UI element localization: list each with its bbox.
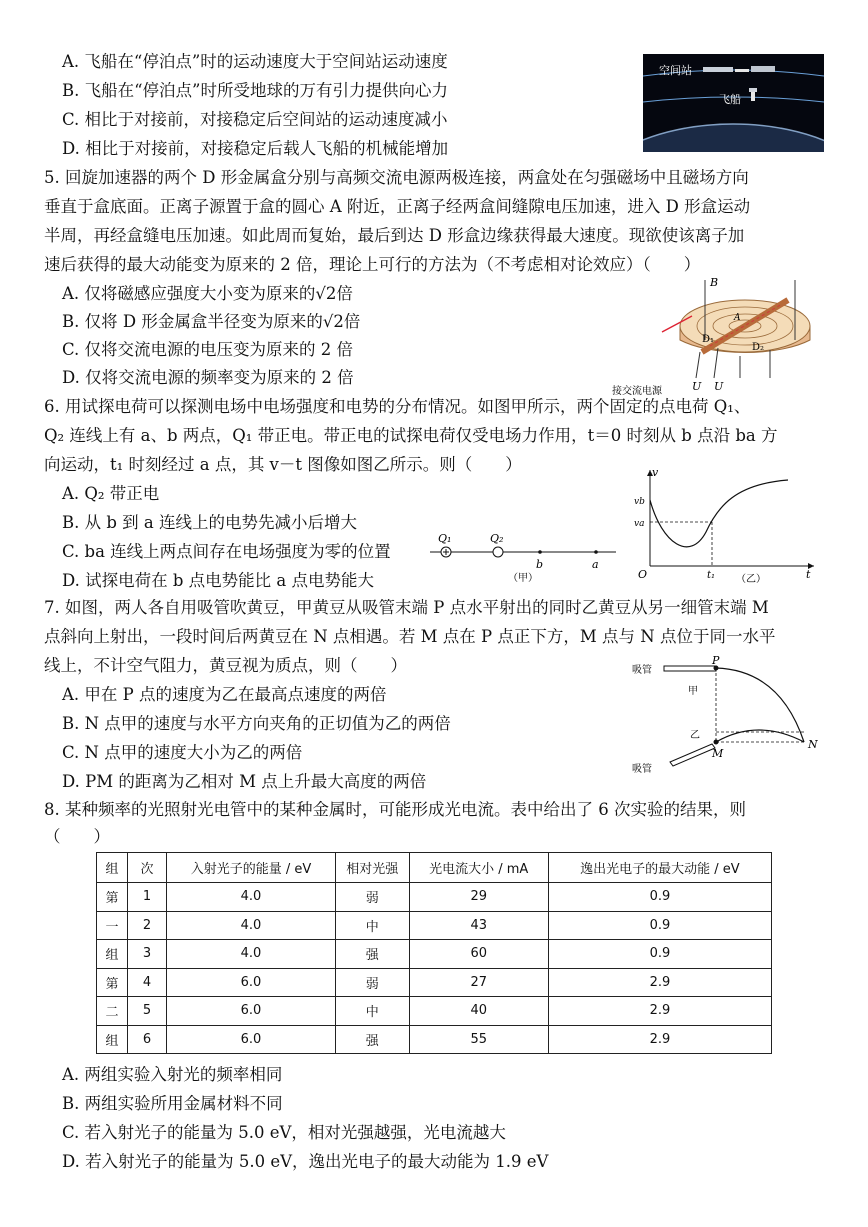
cell-trial: 2 (128, 911, 167, 940)
cell-energy: 6.0 (167, 968, 336, 997)
d2-label: D₂ (752, 342, 765, 353)
cell-current: 40 (409, 997, 548, 1026)
q2-label: Q₂ (490, 532, 504, 545)
yi-trajectory (716, 730, 804, 742)
header-max-ke: 逸出光电子的最大动能 / eV (548, 853, 771, 883)
q4-option-a: A. 飞船在“停泊点”时的运动速度大于空间站运动速度 (62, 52, 448, 71)
q8-option-c: C. 若入射光子的能量为 5.0 eV，相对光强越强，光电流越大 (62, 1123, 506, 1142)
u-label-left: U (692, 380, 702, 393)
cell-energy: 6.0 (167, 1025, 336, 1054)
table-row (97, 883, 772, 912)
jia-caption: （甲） (508, 573, 538, 584)
cell-current: 60 (409, 940, 548, 969)
group-char: 第 (97, 883, 128, 912)
q4-option-d: D. 相比于对接前，对接稳定后载人飞船的机械能增加 (62, 139, 449, 158)
q7-straw-figure (630, 654, 830, 774)
table-row (97, 997, 772, 1026)
yi-label: 乙 (690, 730, 700, 741)
v-t-curve (650, 480, 788, 547)
ac-source-label: 接交流电源 (612, 386, 662, 397)
q6-fig-jia (428, 524, 624, 586)
q6-fig-yi (628, 462, 824, 588)
group-char: 组 (97, 1025, 128, 1054)
group-char: 第 (97, 968, 128, 997)
cell-max-ke: 0.9 (548, 883, 771, 912)
bottom-straw-label: 吸管 (632, 764, 652, 774)
q6-option-c: C. ba 连线上两点间存在电场强度为零的位置 (62, 542, 391, 561)
q6-stem-line-2: Q₂ 连线上有 a、b 两点，Q₁ 带正电。带正电的试探电荷仅受电场力作用，t＝0 时刻从 b 点沿 ba 方 (44, 426, 778, 445)
header-intensity: 相对光强 (335, 853, 409, 883)
q6-option-a: A. Q₂ 带正电 (62, 484, 160, 503)
cyclotron-d-boxes (680, 300, 810, 353)
q1-label: Q₁ (438, 532, 452, 545)
table-header-row (97, 853, 772, 883)
n-label: N (808, 738, 818, 751)
cell-intensity: 弱 (335, 968, 409, 997)
q8-option-d: D. 若入射光子的能量为 5.0 eV，逸出光电子的最大动能为 1.9 eV (62, 1152, 549, 1171)
top-straw (664, 666, 716, 671)
cell-current: 29 (409, 883, 548, 912)
table-row (97, 911, 772, 940)
cell-energy: 4.0 (167, 911, 336, 940)
cell-max-ke: 2.9 (548, 968, 771, 997)
cell-current: 55 (409, 1025, 548, 1054)
u-label-right: U (714, 380, 724, 393)
cell-trial: 5 (128, 997, 167, 1026)
group-char: 一 (97, 911, 128, 940)
cell-intensity: 强 (335, 940, 409, 969)
cell-intensity: 强 (335, 1025, 409, 1054)
table-row (97, 1025, 772, 1054)
q5-stem-line-3: 半周，再经盒缝电压加速。如此周而复始，最后到达 D 形盒边缘获得最大速度。现欲使该离子加 (44, 226, 745, 245)
cell-trial: 1 (128, 883, 167, 912)
q4-option-b: B. 飞船在“停泊点”时所受地球的万有引力提供向心力 (62, 81, 448, 100)
vb-label: vb (634, 497, 645, 507)
q7-stem-line-3: 线上，不计空气阻力，黄豆视为质点，则（ ） (44, 656, 407, 675)
cell-max-ke: 0.9 (548, 911, 771, 940)
q7-option-a: A. 甲在 P 点的速度为乙在最高点速度的两倍 (62, 685, 387, 704)
q5-cyclotron-figure (610, 270, 830, 398)
t1-label: t₁ (707, 570, 716, 581)
cell-energy: 4.0 (167, 883, 336, 912)
cell-energy: 6.0 (167, 997, 336, 1026)
group-char: 二 (97, 997, 128, 1026)
p-label: P (712, 654, 720, 667)
table-row (97, 968, 772, 997)
t-label: t (806, 568, 811, 581)
cell-trial: 6 (128, 1025, 167, 1054)
d1-label: D₁ (702, 334, 715, 345)
ship-label: 飞船 (719, 93, 741, 106)
q8-option-b: B. 两组实验所用金属材料不同 (62, 1094, 283, 1113)
cell-max-ke: 0.9 (548, 940, 771, 969)
cell-current: 27 (409, 968, 548, 997)
table-row (97, 940, 772, 969)
q4-option-c: C. 相比于对接前，对接稳定后空间站的运动速度减小 (62, 110, 448, 129)
cell-intensity: 弱 (335, 883, 409, 912)
v-label: v (652, 466, 659, 479)
cell-max-ke: 2.9 (548, 1025, 771, 1054)
jia-label: 甲 (688, 686, 698, 697)
header-group: 组 (97, 853, 128, 883)
point-m (714, 740, 719, 745)
q5-option-d: D. 仅将交流电源的频率变为原来的 2 倍 (62, 368, 354, 387)
cell-trial: 3 (128, 940, 167, 969)
q4-space-figure (643, 54, 824, 152)
q7-stem-line-2: 点斜向上射出，一段时间后两黄豆在 N 点相遇。若 M 点在 P 点正下方，M 点与 N 点位于同一水平 (44, 627, 776, 646)
cell-max-ke: 2.9 (548, 997, 771, 1026)
q8-option-a: A. 两组实验入射光的频率相同 (62, 1065, 283, 1084)
origin-label: O (638, 568, 648, 581)
q5-option-a: A. 仅将磁感应强度大小变为原来的√2倍 (62, 284, 353, 303)
q5-stem-line-4: 速后获得的最大动能变为原来的 2 倍，理论上可行的方法为（不考虑相对论效应）（ ） (44, 255, 701, 274)
header-trial: 次 (128, 853, 167, 883)
q6-stem-line-3: 向运动，t₁ 时刻经过 a 点，其 v－t 图像如图乙所示。则（ ） (44, 455, 522, 474)
q6-stem-line-1: 6. 用试探电荷可以探测电场中电场强度和电势的分布情况。如图甲所示，两个固定的点电荷 Q₁、 (44, 397, 751, 416)
q7-option-b: B. N 点甲的速度与水平方向夹角的正切值为乙的两倍 (62, 714, 451, 733)
cell-energy: 4.0 (167, 940, 336, 969)
q8-stem-line-2: （ ） (44, 827, 110, 846)
photoelectric-table (96, 852, 772, 1054)
cell-current: 43 (409, 911, 548, 940)
a-label: a (592, 558, 599, 571)
point-a (594, 550, 598, 554)
va-label: va (634, 519, 645, 529)
jia-trajectory (716, 668, 804, 742)
q6-option-d: D. 试探电荷在 b 点电势能比 a 点电势能大 (62, 571, 375, 590)
q5-stem-line-2: 垂直于盒底面。正离子源置于盒的圆心 A 附近，正离子经两盒间缝隙电压加速，进入 D 形盒运动 (44, 197, 751, 216)
q8-stem-line-1: 8. 某种频率的光照射光电管中的某种金属时，可能形成光电流。表中给出了 6 次实验的结果，则 (44, 800, 746, 819)
point-b (538, 550, 542, 554)
q5-option-c: C. 仅将交流电源的电压变为原来的 2 倍 (62, 340, 354, 359)
header-current: 光电流大小 / mA (409, 853, 548, 883)
station-label: 空间站 (659, 64, 692, 77)
group-char: 组 (97, 940, 128, 969)
q2-charge (493, 547, 503, 557)
q6-option-b: B. 从 b 到 a 连线上的电势先减小后增大 (62, 513, 357, 532)
cell-intensity: 中 (335, 911, 409, 940)
top-straw-label: 吸管 (632, 665, 652, 676)
b-label: B (710, 276, 719, 289)
cell-trial: 4 (128, 968, 167, 997)
cell-intensity: 中 (335, 997, 409, 1026)
m-label: M (712, 747, 724, 760)
q7-option-c: C. N 点甲的速度大小为乙的两倍 (62, 743, 303, 762)
bottom-straw (670, 744, 715, 766)
yi-caption: （乙） (736, 574, 766, 585)
header-photon-energy: 入射光子的能量 / eV (167, 853, 336, 883)
a-label: A (734, 313, 741, 323)
q7-stem-line-1: 7. 如图，两人各自用吸管吹黄豆，甲黄豆从吸管末端 P 点水平射出的同时乙黄豆从另一细管末端 M (44, 598, 769, 617)
q5-stem-line-1: 5. 回旋加速器的两个 D 形金属盒分别与高频交流电源两极连接，两盒处在匀强磁场中且磁场方向 (44, 168, 749, 187)
b-label: b (536, 558, 544, 571)
q5-option-b: B. 仅将 D 形金属盒半径变为原来的√2倍 (62, 312, 361, 331)
q7-option-d: D. PM 的距离为乙相对 M 点上升最大高度的两倍 (62, 772, 427, 791)
